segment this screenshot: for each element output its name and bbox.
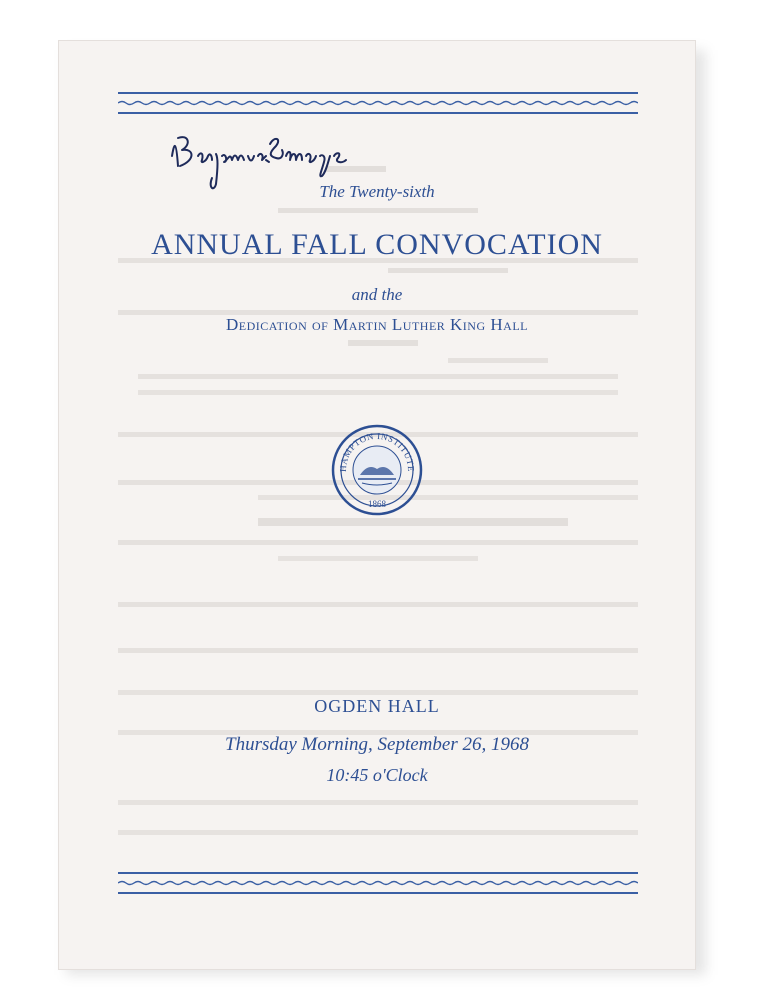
subtitle: The Twenty-sixth — [319, 182, 435, 201]
event-date: Thursday Morning, September 26, 1968 — [225, 734, 529, 755]
hampton-institute-seal — [330, 423, 424, 522]
seal-year: 1868 — [368, 499, 386, 509]
program-card — [58, 40, 696, 970]
venue: OGDEN HALL — [314, 696, 440, 716]
event-title: ANNUAL FALL CONVOCATION — [151, 228, 603, 261]
top-decorative-rule — [118, 92, 638, 114]
dedication-line: Dedication of Martin Luther King Hall — [225, 315, 528, 334]
connector-text: and the — [351, 285, 403, 304]
event-time: 10:45 o'Clock — [326, 765, 428, 785]
bottom-decorative-rule — [118, 872, 638, 894]
seal-name: HAMPTON INSTITUTE — [337, 430, 417, 473]
